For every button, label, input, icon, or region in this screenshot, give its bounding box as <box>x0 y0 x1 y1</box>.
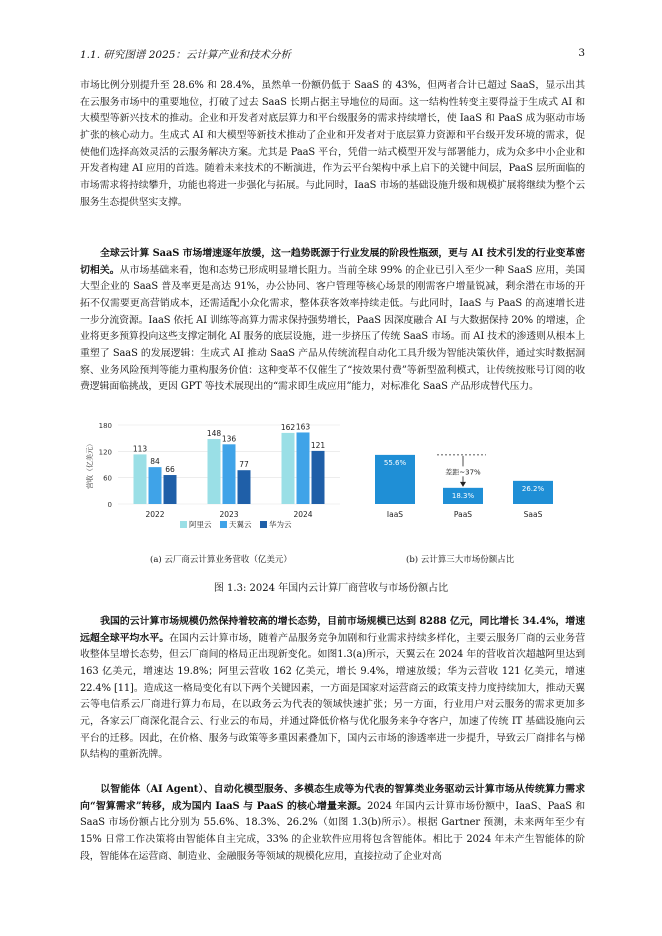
x-tick-label: SaaS <box>523 510 543 519</box>
x-tick-label: PaaS <box>453 510 473 519</box>
bar-2024-1 <box>282 433 295 504</box>
subcaption-a: (a) 云厂商云计算业务营收（亿美元） <box>150 555 292 565</box>
bar-2023-3 <box>238 470 251 504</box>
legend-swatch <box>180 521 187 528</box>
bar-2022-1 <box>134 454 147 504</box>
bar-value-label: 84 <box>150 457 160 467</box>
figure-caption: 图 1.3: 2024 年国内云计算厂商营收与市场份额占比 <box>213 583 449 594</box>
legend-swatch <box>220 521 227 528</box>
paragraph-3 <box>80 614 585 764</box>
paragraph-2 <box>80 246 585 396</box>
paragraph-4-text: 2024 年国内云计算市场份额中，IaaS、PaaS 和 SaaS 市场份额占比分别为 55.6%、18.3%、26.2%（如图 1.3(b)所示）。根据 Gartner 预测，未来两年至少有 15% 日常工作决策将由智能体自主完成，33% 的企业软件应用将包含智能体。相比于 2024 年未产生智能体的阶段，智能体在运营商、制造业、金融服务等领域的规模化应用，直接拉动了企业对高 <box>80 800 586 862</box>
y-axis-label: 营收（亿美元） <box>86 440 94 489</box>
bar-value-label: 113 <box>132 444 148 454</box>
y-tick-label: 0 <box>107 501 112 509</box>
legend-label: 华为云 <box>269 520 292 529</box>
gap-annotation: 差距~37% <box>445 468 481 477</box>
paragraph-3-text: 在国内云计算市场，随着产品服务竞争加剧和行业需求持续多样化，主要云服务厂商的云业务营收整体呈增长态势，但云厂商间的格局正出现新变化。如图1.3(a)所示，天翼云在 2024 年的营收首次超越阿里达到 163 亿美元，增速达 19.8%；阿里云营收 162 亿美元，增长 9.4%，增速放缓；华为云营收 121 亿美元，增速 22.4% [11]。造成这一格局变化有以下两个关键因素，一方面是国家对运营商云的政策支持力度持续加大，推动天翼云等电信系云厂商进行算力布局，在以政务云为代表的领域快速扩张；另一方面，行业用户对云服务的需求更加多元，各家云厂商深化混合云、行业云的布局，并通过降低价格与优化服务来争夺客户，加速了传统 IT 基础设施向云平台的迁移。因此，在价格、服务与政策等多重因素叠加下，国内云市场的渗透率进一步提升，导致云厂商排名与梯队结构的重新洗牌。 <box>80 632 585 761</box>
gap-arrow-head <box>460 482 466 487</box>
share-value-label: 26.2% <box>521 484 545 493</box>
bar-value-label: 77 <box>239 460 249 470</box>
y-tick-label: 120 <box>98 448 112 457</box>
bar-value-label: 163 <box>295 422 311 432</box>
bar-value-label: 121 <box>310 440 326 450</box>
paragraph-2-text: 从市场基础来看，饱和态势已形成明显增长阻力。当前全球 99% 的企业已引入至少一种 SaaS 应用，美国大型企业的 SaaS 普及率更是高达 91%，办公协同、客户管理等核心场景的刚需客户增量锐减，剩余潜在市场的开拓不仅需要更高营销成本，还需适配小众化需求，整体获客效率持续走低。与此同时，IaaS 与 PaaS 的高速增长进一步分流资源。IaaS 依托 AI 训练等高算力需求保持强势增长，PaaS 因深度融合 AI 与大数据保持 20% 的增速，企业将更多预算投向这些支撑定制化 AI 服务的底层设施，进一步挤压了传统 SaaS 市场。而 AI 技术的渗透则从根本上重塑了 SaaS 的发展逻辑：生成式 AI 推动 SaaS 产品从传统流程自动化工具升级为智能决策伙伴，通过实时数据洞察、业务风险预判等能力重构服务价值：这种变革不仅催生了“按效果付费”等新型盈利模式，让传统按账号订阅的收费逻辑面临挑战，更因 GPT 等技术展现出的“需求即生成应用”能力，对标准化 SaaS 产品形成替代压力。 <box>80 264 586 393</box>
paragraph-3-lead: 我国的云计算市场规模仍然保持着较高的增长态势，目前市场规模已达到 8288 亿元，同比增长 34.4%，增速远超全球平均水平。 <box>80 616 585 644</box>
bar-2023-1 <box>208 439 221 504</box>
bar-2023-2 <box>223 444 236 504</box>
bar-2022-2 <box>149 467 162 504</box>
legend-label: 天翼云 <box>229 520 252 529</box>
bar-value-label: 66 <box>165 465 175 475</box>
x-tick-label: 2022 <box>145 510 165 519</box>
bar-value-label: 148 <box>206 429 222 439</box>
running-header <box>80 47 585 63</box>
paragraph-4 <box>80 782 585 865</box>
x-tick-label: 2024 <box>293 510 313 519</box>
paragraph-1 <box>80 78 585 211</box>
bar-2024-2 <box>297 432 310 504</box>
x-tick-label: 2023 <box>219 510 239 519</box>
chart-a-vendor-revenue <box>80 415 345 543</box>
share-value-label: 55.6% <box>383 458 407 467</box>
x-tick-label: IaaS <box>386 510 404 519</box>
paragraph-2-lead: 全球云计算 SaaS 市场增速逐年放缓，这一趋势既源于行业发展的阶段性瓶颈，更与 AI 技术引发的行业变革密切相关。 <box>80 248 585 276</box>
paragraph-4-lead: 以智能体（AI Agent）、自动化模型服务、多模态生成等为代表的智算类业务驱动云计算市场从传统算力需求向“智算需求”转移，成为国内 IaaS 与 PaaS 的核心增量来源。 <box>80 784 585 812</box>
bar-2022-3 <box>164 475 177 504</box>
page-number: 3 <box>578 47 585 59</box>
chart-b-market-share <box>360 415 570 519</box>
bar-2024-3 <box>312 451 325 504</box>
bar-value-label: 162 <box>280 422 296 432</box>
legend-swatch <box>260 521 267 528</box>
subcaption-b: (b) 云计算三大市场份额占比 <box>406 555 515 565</box>
y-tick-label: 180 <box>98 422 112 430</box>
bar-value-label: 136 <box>221 434 237 444</box>
paragraph-1-text: 市场比例分别提升至 28.6% 和 28.4%，虽然单一份额仍低于 SaaS 的 43%，但两者合计已超过 SaaS，显示出其在云服务市场中的重要地位，打破了过去 SaaS 长期占据主导地位的局面。这一结构性转变主要得益于生成式 AI 和大模型等新兴技术的推动。企业和开发者对底层算力和平台级服务的需求持续增长，使 IaaS 和 PaaS 成为驱动市场扩张的核心动力。生成式 AI 和大模型等新技术推动了企业和开发者对于底层算力资源和平台级开发环境的需求，促使他们选择高效灵活的云服务解决方案。尤其是 PaaS 平台，凭借一站式模型开发与部署能力，成为众多中小企业和开发者构建 AI 应用的首选。随着未来技术的不断演进，作为云平台架构中承上启下的关键中间层，PaaS 层所面临的市场需求将持续攀升，功能也将进一步强化与拓展。与此同时，IaaS 市场的基础设施升级和规模扩展将继续为整个云服务生态提供坚实支撑。 <box>80 80 585 208</box>
share-value-label: 18.3% <box>451 491 475 500</box>
legend-label: 阿里云 <box>189 520 212 529</box>
y-tick-label: 60 <box>103 474 112 483</box>
header-section-title: 1.1. 研究图谱 2025：云计算产业和技术分析 <box>80 49 291 61</box>
